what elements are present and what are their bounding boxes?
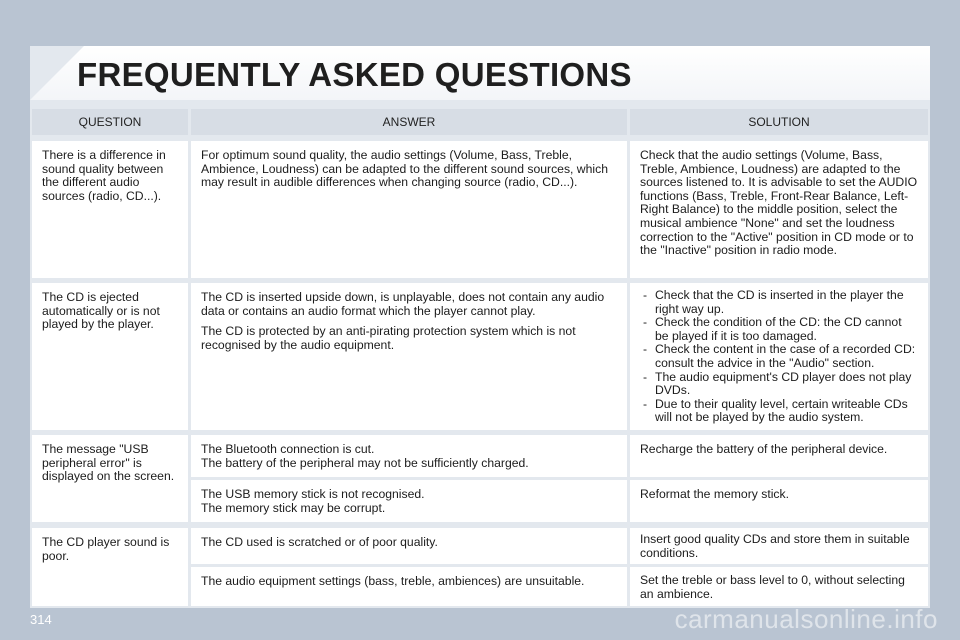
answer-cell xyxy=(191,283,627,430)
answer-cell: The audio equipment settings (bass, treble, ambiences) are unsuitable. xyxy=(191,567,627,606)
answer-line: The memory stick may be corrupt. xyxy=(201,500,386,515)
solution-list-item: - Check the condition of the CD: the CD cannot be played if it is too damaged. xyxy=(640,316,918,343)
header-question: QUESTION xyxy=(32,109,188,135)
question-cell: The CD player sound is poor. xyxy=(32,528,188,606)
solution-cell: Recharge the battery of the peripheral device. xyxy=(630,435,928,477)
answer-cell: The CD used is scratched or of poor quality. xyxy=(191,528,627,564)
watermark: carmanualsonline.info xyxy=(674,604,938,634)
question-cell: There is a difference in sound quality between the different audio sources (radio, CD...). xyxy=(32,141,188,278)
question-cell: The CD is ejected automatically or is not played by the player. xyxy=(32,283,188,430)
solution-list-item: - Due to their quality level, certain writeable CDs will not be played by the audio system. xyxy=(640,398,918,425)
page-title: FREQUENTLY ASKED QUESTIONS xyxy=(77,56,632,93)
question-cell: The message "USB peripheral error" is displayed on the screen. xyxy=(32,435,188,522)
answer-paragraph: The CD is protected by an anti-pirating protection system which is not recognised by the audio equipment. xyxy=(201,324,576,352)
page-number: 314 xyxy=(30,612,52,627)
solution-cell: Set the treble or bass level to 0, without selecting an ambience. xyxy=(630,567,928,606)
solution-list-item: - Check the content in the case of a recorded CD: consult the advice in the "Audio" section. xyxy=(640,343,918,370)
answer-paragraph: The CD is inserted upside down, is unplayable, does not contain any audio data or contains an audio format which the player cannot play. xyxy=(201,290,605,318)
answer-cell: For optimum sound quality, the audio settings (Volume, Bass, Treble, Ambience, Loudness) can be adapted to the different sound sources, which may result in audible differences when changing source (radio, CD...). xyxy=(191,141,627,278)
answer-line: The battery of the peripheral may not be sufficiently charged. xyxy=(201,455,529,470)
solution-cell: Reformat the memory stick. xyxy=(630,480,928,522)
header-solution: SOLUTION xyxy=(630,109,928,135)
header-answer: ANSWER xyxy=(191,109,627,135)
solution-cell: Check that the audio settings (Volume, Bass, Treble, Ambience, Loudness) are adapted to the sources listened to. It is advisable to set the AUDIO functions (Bass, Treble, Front-Rear Balance, Left-Right Balance) to the middle position, select the musical ambience "None" and set the loudness correction to the "Active" position in CD mode or to the "Inactive" position in radio mode. xyxy=(630,141,928,278)
solution-list xyxy=(640,289,918,425)
answer-cell xyxy=(191,480,627,522)
answer-line: The USB memory stick is not recognised. xyxy=(201,487,425,501)
solution-list-item: - Check that the CD is inserted in the player the right way up. xyxy=(640,289,918,316)
solution-list-item: - The audio equipment's CD player does not play DVDs. xyxy=(640,371,918,398)
answer-line: The Bluetooth connection is cut. xyxy=(201,442,375,456)
answer-cell xyxy=(191,435,627,477)
solution-cell: Insert good quality CDs and store them in suitable conditions. xyxy=(630,528,928,564)
solution-cell xyxy=(630,283,928,430)
